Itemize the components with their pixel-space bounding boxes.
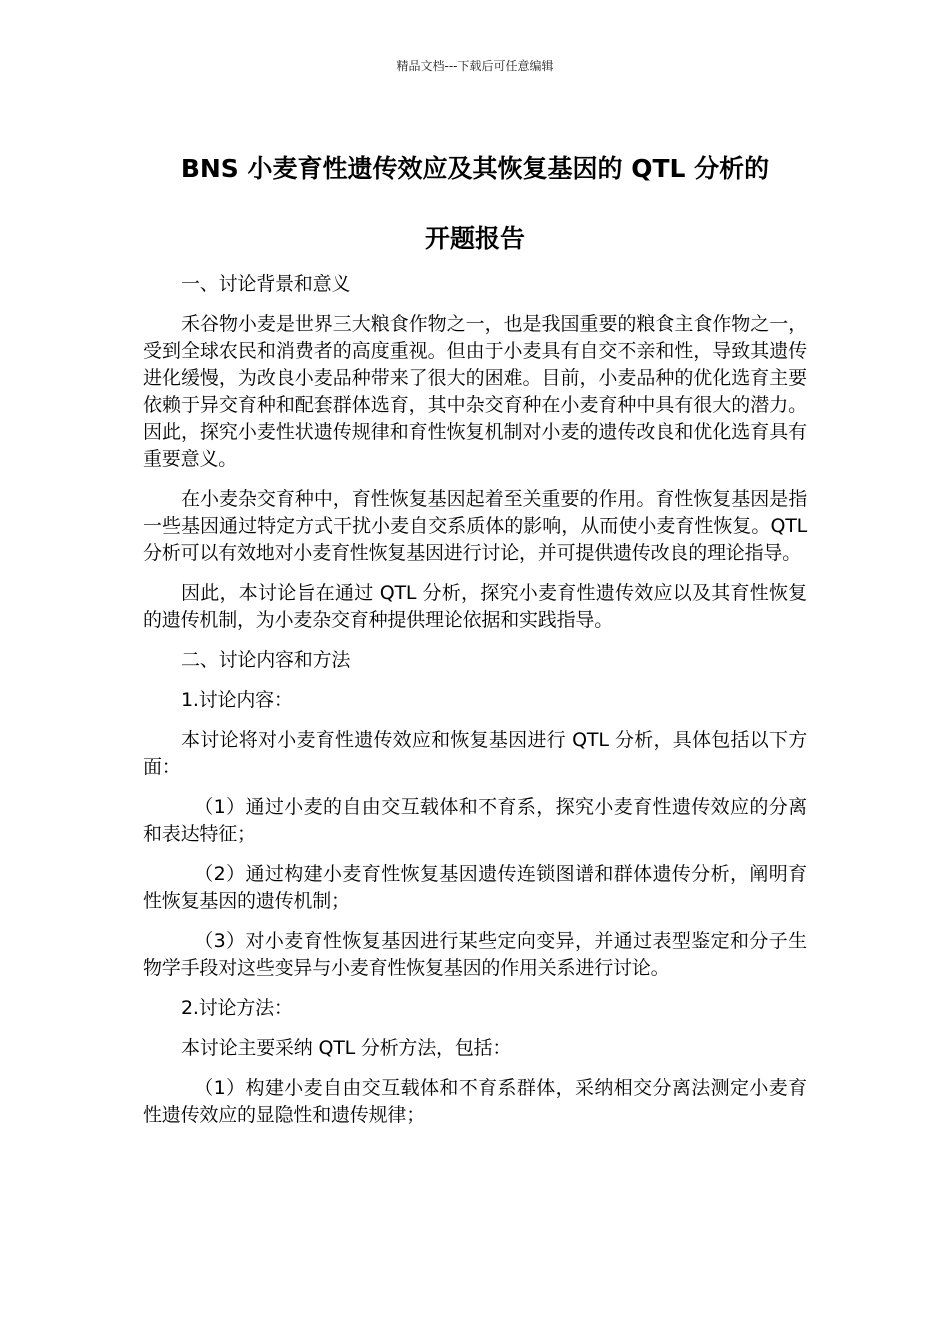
list-item-content-1: （1）通过小麦的自由交互载体和不育系，探究小麦育性遗传效应的分离和表达特征； bbox=[143, 796, 807, 845]
page-header: 精品文档---下载后可任意编辑 bbox=[396, 59, 554, 73]
title-line-1: BNS 小麦育性遗传效应及其恢复基因的 QTL 分析的 bbox=[180, 154, 770, 183]
paragraph-aim: 因此，本讨论旨在通过 QTL 分析，探究小麦育性遗传效应以及其育性恢复的遗传机制，为小麦杂交育种提供理论依据和实践指导。 bbox=[143, 582, 807, 631]
paragraph-restorer-genes: 在小麦杂交育种中，育性恢复基因起着至关重要的作用。育性恢复基因是指一些基因通过特定方式干扰小麦自交系质体的影响，从而使小麦育性恢复。QTL 分析可以有效地对小麦育性恢复基因进行讨论，并可提供遗传改良的理论指导。 bbox=[143, 488, 807, 564]
list-item-content-3: （3）对小麦育性恢复基因进行某些定向变异，并通过表型鉴定和分子生物学手段对这些变异与小麦育性恢复基因的作用关系进行讨论。 bbox=[143, 930, 807, 979]
list-item-content-2: （2）通过构建小麦育性恢复基因遗传连锁图谱和群体遗传分析，阐明育性恢复基因的遗传机制； bbox=[143, 863, 807, 912]
paragraph-background: 禾谷物小麦是世界三大粮食作物之一，也是我国重要的粮食主食作物之一，受到全球农民和消费者的高度重视。但由于小麦具有自交不亲和性，导致其遗传进化缓慢，为改良小麦品种带来了很大的困难。目前，小麦品种的优化选育主要依赖于异交育种和配套群体选育，其中杂交育种在小麦育种中具有很大的潜力。因此，探究小麦性状遗传规律和育性恢复机制对小麦的遗传改良和优化选育具有重要意义。 bbox=[143, 313, 807, 470]
title-line-2: 开题报告 bbox=[424, 224, 525, 253]
document-title bbox=[143, 134, 807, 274]
paragraph-methods-intro: 本讨论主要采纳 QTL 分析方法，包括： bbox=[181, 1037, 512, 1059]
subheading-content: 1.讨论内容： bbox=[181, 689, 293, 711]
subheading-methods: 2.讨论方法： bbox=[181, 997, 293, 1019]
document-body bbox=[143, 271, 807, 1142]
section-heading-background: 一、讨论背景和意义 bbox=[181, 273, 351, 295]
list-item-methods-1: （1）构建小麦自由交互载体和不育系群体，采纳相交分离法测定小麦育性遗传效应的显隐性和遗传规律； bbox=[143, 1077, 807, 1126]
section-heading-content-methods: 二、讨论内容和方法 bbox=[181, 649, 351, 671]
paragraph-content-intro: 本讨论将对小麦育性遗传效应和恢复基因进行 QTL 分析，具体包括以下方面： bbox=[143, 729, 807, 778]
